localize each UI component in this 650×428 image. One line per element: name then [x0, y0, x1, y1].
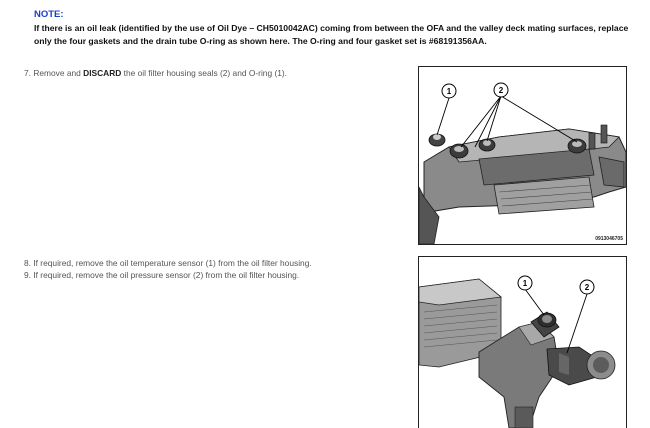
step-8-number: 8. — [24, 258, 31, 268]
note-text: If there is an oil leak (identified by the use of Oil Dye – CH5010042AC) coming from between the OFA and the valley deck mating surfaces, replace only the four gaskets and the drain tube O-ring as shown here. The O-ring and four gasket set is #68191356AA. — [34, 23, 629, 46]
step-7-number: 7. — [24, 68, 31, 78]
note-label: NOTE: — [34, 9, 64, 20]
figure-oil-filter-housing-seals — [418, 66, 627, 245]
step-9 — [24, 270, 299, 280]
step-8-text: If required, remove the oil temperature sensor (1) from the oil filter housing. — [33, 258, 312, 268]
figure-id: 0913046705 — [595, 236, 623, 242]
figure-oil-sensors — [418, 256, 627, 428]
step-7-suffix: the oil filter housing seals (2) and O-ring (1). — [121, 68, 288, 78]
oil-sensors-illustration — [419, 257, 626, 428]
step-7-prefix: Remove and — [33, 68, 84, 78]
callout-2-label: 2 — [498, 86, 504, 95]
step-9-text: If required, remove the oil pressure sensor (2) from the oil filter housing. — [33, 270, 300, 280]
step-8 — [24, 258, 312, 268]
callout-1-label: 1 — [522, 279, 528, 288]
step-7-emphasis: DISCARD — [83, 68, 122, 78]
oil-filter-housing-illustration — [419, 67, 626, 244]
callout-2-label: 2 — [584, 283, 590, 292]
callout-1-label: 1 — [446, 87, 452, 96]
step-7 — [24, 68, 287, 78]
step-9-number: 9. — [24, 270, 31, 280]
